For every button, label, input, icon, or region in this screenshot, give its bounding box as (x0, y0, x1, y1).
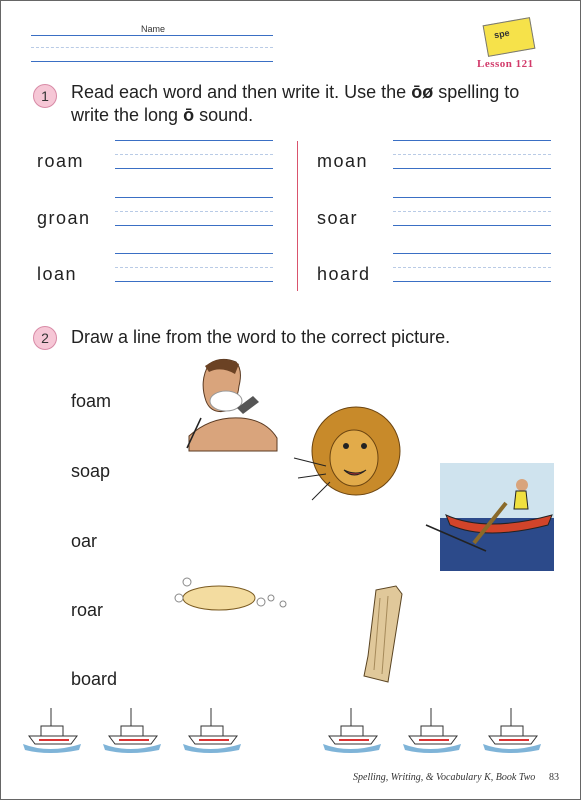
instruction-text-d: sound. (199, 105, 254, 125)
write-line-top-roam (115, 140, 273, 141)
man-shaving-icon[interactable] (181, 356, 281, 451)
instruction-text-c: write the long (71, 105, 179, 125)
rowing-boat-icon[interactable] (426, 463, 554, 571)
long-o-symbol: ō (183, 105, 195, 125)
write-guide-loan (115, 267, 273, 268)
name-guide-line (31, 47, 273, 48)
word-hoard: hoard (317, 264, 371, 284)
section-1-number: 1 (33, 84, 57, 108)
write-guide-soar (393, 211, 551, 212)
write-line-top-hoard (393, 253, 551, 254)
write-line-moan[interactable] (393, 168, 551, 169)
write-guide-roam (115, 154, 273, 155)
spelling-symbol: ōø (411, 82, 434, 102)
match-word-roar: roar (71, 600, 104, 620)
instruction-text-a: Read each word and then write it. Use the (71, 82, 407, 102)
word-roam: roam (37, 151, 85, 171)
match-word-foam: foam (71, 391, 112, 411)
section-2-number: 2 (33, 326, 57, 350)
instruction-text-b: spelling to (438, 82, 520, 102)
name-base-line (31, 61, 273, 62)
word-soar: soar (317, 208, 359, 228)
word-loan: loan (37, 264, 78, 284)
write-line-top-soar (393, 197, 551, 198)
name-line[interactable] (31, 35, 273, 36)
word-moan: moan (317, 151, 369, 171)
word-groan: groan (37, 208, 91, 228)
column-divider (297, 141, 298, 291)
section-1-instruction (71, 81, 519, 127)
write-line-top-groan (115, 197, 273, 198)
lion-icon[interactable] (286, 396, 401, 511)
write-line-top-moan (393, 140, 551, 141)
match-word-board: board (71, 669, 118, 689)
lesson-label: Lesson 121 (477, 58, 534, 70)
boat-icon (103, 708, 161, 753)
name-label: Name (141, 24, 166, 34)
write-line-soar[interactable] (393, 225, 551, 226)
match-word-oar: oar (71, 531, 98, 551)
boat-icon (483, 708, 541, 753)
write-guide-hoard (393, 267, 551, 268)
write-line-loan[interactable] (115, 281, 273, 282)
match-word-soap: soap (71, 461, 111, 481)
boat-icon (323, 708, 381, 753)
spelling-tag-label: spe (493, 27, 511, 41)
soap-bar-icon[interactable] (173, 578, 291, 618)
write-line-top-loan (115, 253, 273, 254)
write-guide-groan (115, 211, 273, 212)
wooden-board-icon[interactable] (356, 586, 406, 686)
boat-icon (23, 708, 81, 753)
write-guide-moan (393, 154, 551, 155)
boat-icon (183, 708, 241, 753)
write-line-hoard[interactable] (393, 281, 551, 282)
section-2-instruction: Draw a line from the word to the correct picture. (71, 327, 451, 347)
write-line-groan[interactable] (115, 225, 273, 226)
boat-icon (403, 708, 461, 753)
boat-border-decoration (19, 706, 559, 754)
book-title: Spelling, Writing, & Vocabulary K, Book Two (353, 772, 536, 783)
page-number: 83 (549, 772, 559, 783)
write-line-roam[interactable] (115, 168, 273, 169)
